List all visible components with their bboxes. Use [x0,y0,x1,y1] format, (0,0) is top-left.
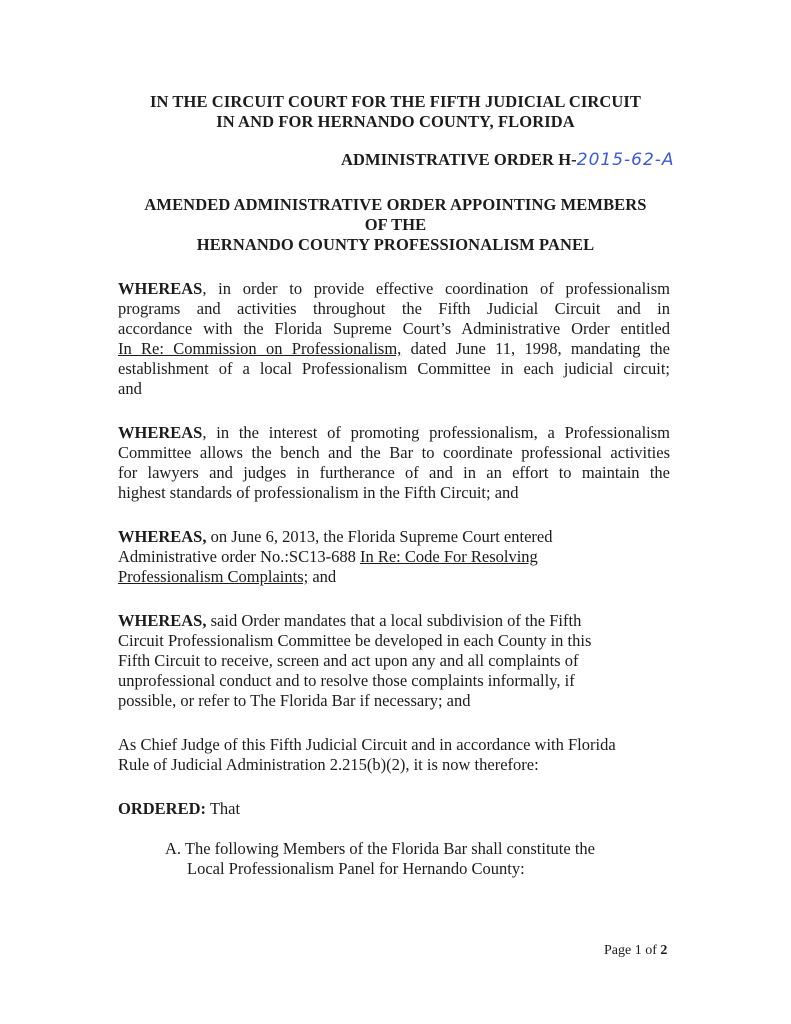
commission-citation: In Re: Commission on Professionalism, [118,339,402,358]
p3-keyword: WHEREAS, [118,527,207,546]
p2-line-3: for lawyers and judges in furtherance of and in an effort to maintain the [118,463,670,482]
ordered-keyword: ORDERED: [118,799,207,818]
handwritten-order-number: 2015-62-A [576,150,675,170]
p1-line-5: establishment of a local Professionalism Committee in each judicial circuit; [118,359,670,378]
code-citation-cont: Professionalism Complaints; [118,567,309,586]
title-line-1: AMENDED ADMINISTRATIVE ORDER APPOINTING MEMBERS [144,195,647,214]
court-heading-line-2: IN AND FOR HERNANDO COUNTY, FLORIDA [216,112,575,131]
p4-line-5: possible, or refer to The Florida Bar if necessary; and [118,691,471,710]
order-label: ADMINISTRATIVE ORDER H- [341,150,577,169]
p1-line-3: accordance with the Florida Supreme Court’s Administrative Order entitled [118,319,670,338]
p4-line-1: WHEREAS, said Order mandates that a local subdivision of the Fifth [118,611,582,630]
p5-line-1: As Chief Judge of this Fifth Judicial Circuit and in accordance with Florida [118,735,616,754]
p3-line-3: Professionalism Complaints; and [118,567,337,586]
title-line-2: OF THE [364,215,427,234]
ordered-heading: ORDERED: That [118,799,241,818]
p2-keyword: WHEREAS [118,423,203,442]
p2-line-2: Committee allows the bench and the Bar to coordinate professional activities [118,443,670,462]
p3-line-2: Administrative order No.:SC13-688 In Re: Code For Resolving [118,547,538,566]
title-line-3: HERNANDO COUNTY PROFESSIONALISM PANEL [196,235,595,254]
order-number [341,150,675,170]
court-heading-line-1: IN THE CIRCUIT COURT FOR THE FIFTH JUDICIAL CIRCUIT [149,92,642,111]
p4-line-2: Circuit Professionalism Committee be developed in each County in this [118,631,592,650]
p1-line-4: In Re: Commission on Professionalism, dated June 11, 1998, mandating the [118,339,670,358]
code-citation: In Re: Code For Resolving [359,547,538,566]
p4-keyword: WHEREAS, [118,611,207,630]
p2-line-1: WHEREAS, in the interest of promoting professionalism, a Professionalism [118,423,670,442]
p1-line-6: and [118,379,142,398]
item-a-line-1: A. The following Members of the Florida Bar shall constitute the [165,839,595,858]
item-a-line-2: Local Professionalism Panel for Hernando County: [187,859,525,878]
page-number: Page 1 of 2 [604,943,668,958]
p5-line-2: Rule of Judicial Administration 2.215(b)(2), it is now therefore: [118,755,539,774]
p1-line-2: programs and activities throughout the Fifth Judicial Circuit and in [118,299,670,318]
p1-line-1: WHEREAS, in order to provide effective coordination of professionalism [118,279,670,298]
p1-keyword: WHEREAS [118,279,203,298]
p2-line-4: highest standards of professionalism in the Fifth Circuit; and [118,483,519,502]
p4-line-3: Fifth Circuit to receive, screen and act upon any and all complaints of [118,651,579,670]
p4-line-4: unprofessional conduct and to resolve those complaints informally, if [118,671,575,690]
p3-line-1: WHEREAS, on June 6, 2013, the Florida Supreme Court entered [118,527,553,546]
